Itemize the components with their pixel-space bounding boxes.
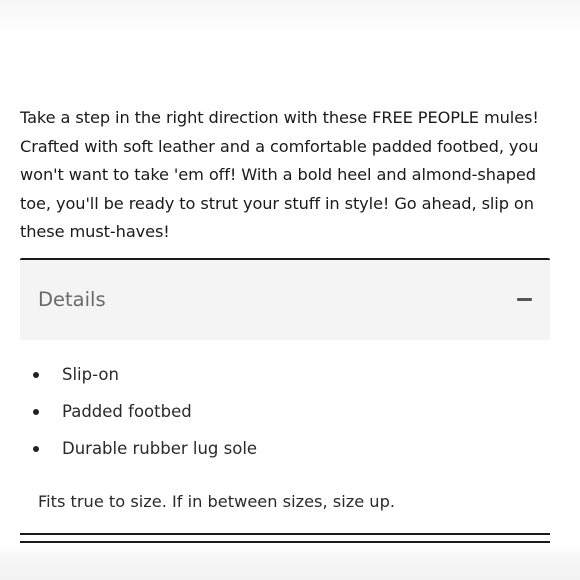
product-description: Take a step in the right direction with these FREE PEOPLE mules! Crafted with soft leather and a comfortable padded footbed, you won't want to take 'em off! With a bold heel and almond-shaped toe, you'll be ready to strut your stuff in style! Go ahead, slip on these must-haves! [20, 108, 539, 241]
feature-text: Padded footbed [62, 402, 192, 421]
details-accordion-header[interactable] [20, 260, 550, 340]
bullet-icon [33, 446, 39, 452]
fit-note: Fits true to size. If in between sizes, size up. [38, 492, 395, 511]
divider [20, 541, 550, 543]
list-item [20, 436, 550, 473]
bullet-icon [33, 372, 39, 378]
details-accordion [20, 258, 550, 536]
details-title: Details [38, 288, 106, 311]
list-item [20, 399, 550, 436]
feature-text: Slip-on [62, 365, 119, 384]
bottom-band [0, 545, 580, 580]
divider [20, 533, 550, 535]
minus-icon[interactable] [517, 298, 532, 301]
bullet-icon [33, 409, 39, 415]
list-item [20, 362, 550, 399]
feature-text: Durable rubber lug sole [62, 439, 258, 458]
top-header-band [0, 0, 580, 36]
feature-list [20, 362, 550, 473]
